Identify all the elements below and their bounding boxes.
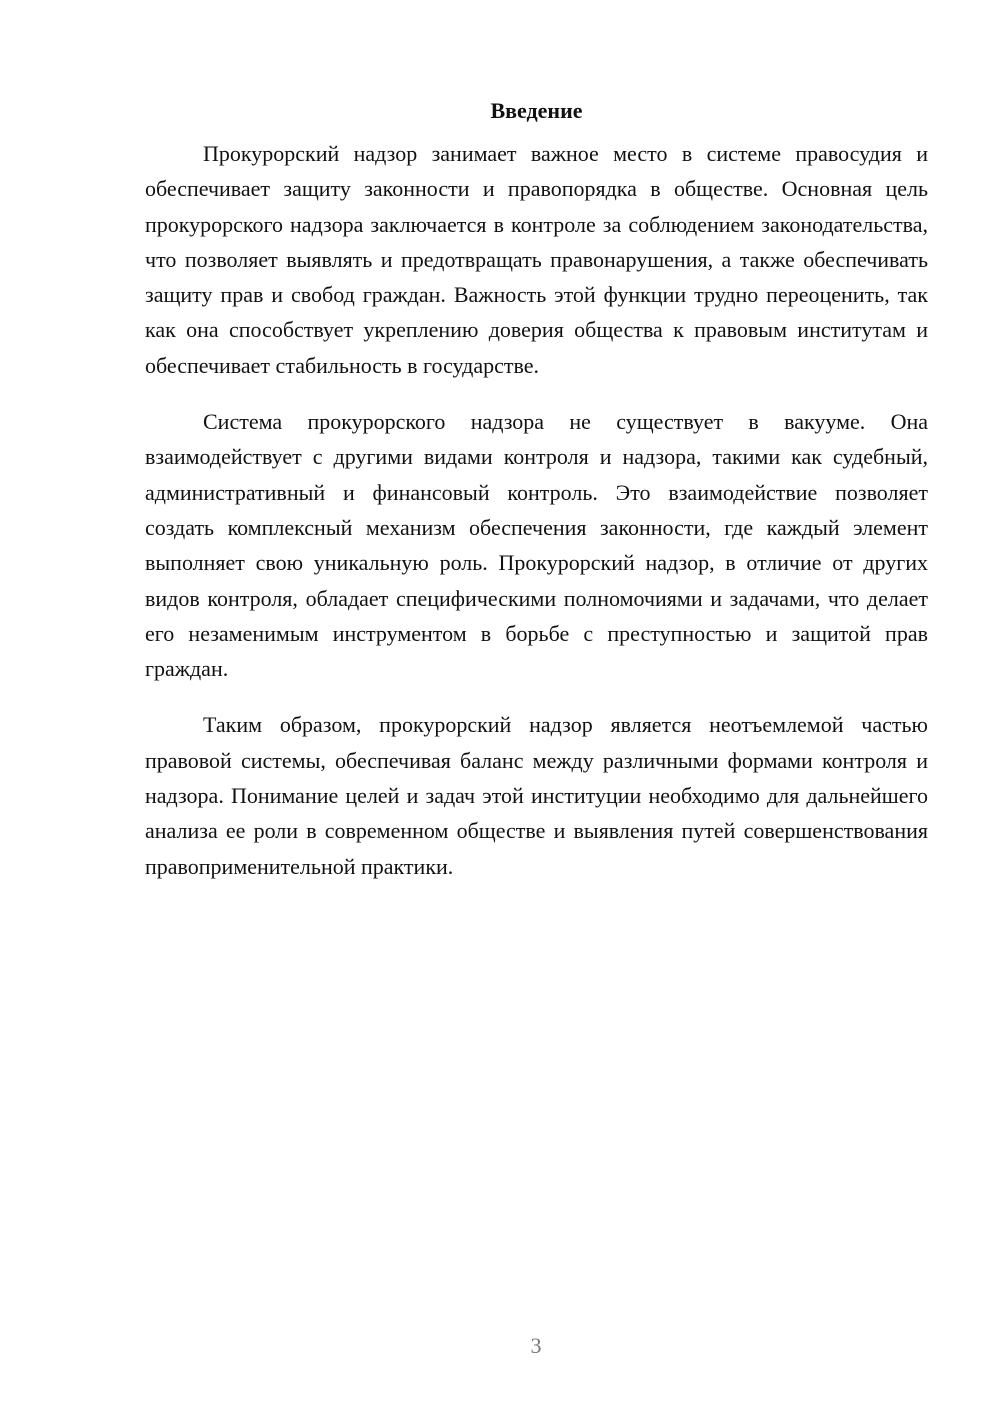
section-title: Введение [490, 98, 583, 123]
paragraph-2: Система прокурорского надзора не существует в вакууме. Она взаимодействует с другими видами контроля и надзора, такими как судебный, административный и финансовый контроль. Это взаимодействие позволяет создать комплексный механизм обеспечения законности, где каждый элемент выполняет свою уникальную роль. Прокурорский надзор, в отличие от других видов контроля, обладает специфическими полномочиями и задачами, что делает его незаменимым инструментом в борьбе с преступностью и защитой прав граждан. [145, 409, 928, 682]
page-number: 3 [530, 1333, 542, 1358]
paragraph-3: Таким образом, прокурорский надзор является неотъемлемой частью правовой системы, обеспечивая баланс между различными формами контроля и надзора. Понимание целей и задач этой институции необходимо для дальнейшего анализа ее роли в современном обществе и выявления путей совершенствования правоприменительной практики. [145, 712, 928, 879]
page-content [145, 96, 928, 884]
paragraph-1: Прокурорский надзор занимает важное место в системе правосудия и обеспечивает защиту законности и правопорядка в обществе. Основная цель прокурорского надзора заключается в контроле за соблюдением законодательства, что позволяет выявлять и предотвращать правонарушения, а также обеспечивать защиту прав и свобод граждан. Важность этой функции трудно переоценить, так как она способствует укреплению доверия общества к правовым институтам и обеспечивает стабильность в государстве. [145, 141, 928, 378]
